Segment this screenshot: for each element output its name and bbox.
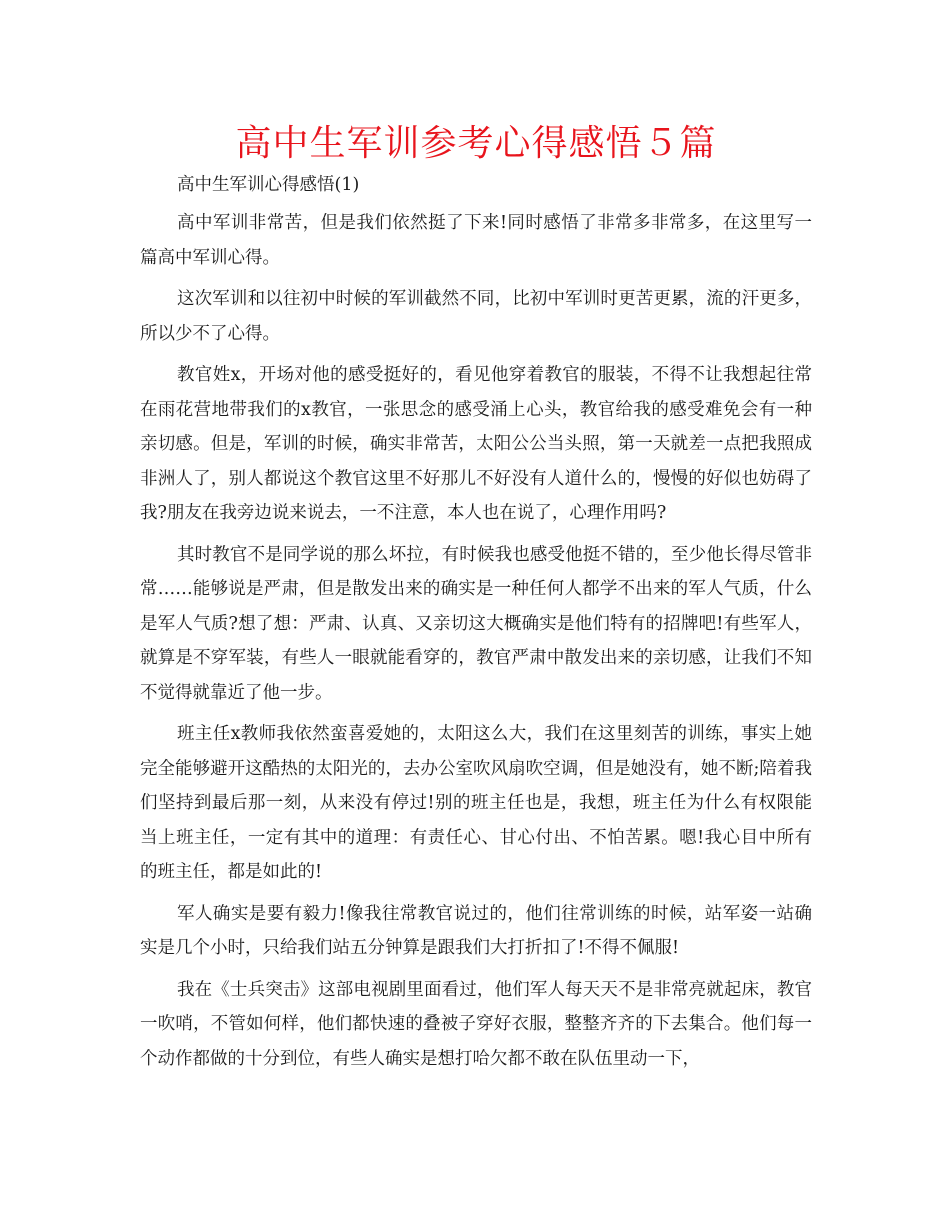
paragraph: 我在《士兵突击》这部电视剧里面看过，他们军人每天天不是非常亮就起床，教官一吹哨，不管如何样，他们都快速的叠被子穿好衣服，整整齐齐的下去集合。他们每一个动作都做的十分到位，有些人确实是想打哈欠都不敢在队伍里动一下，: [140, 979, 812, 1069]
paragraph: 其时教官不是同学说的那么坏拉，有时候我也感受他挺不错的，至少他长得尽管非常……能够说是严肃，但是散发出来的确实是一种任何人都学不出来的军人气质，什么是军人气质?想了想：严肃、认真、又亲切这大概确实是他们特有的招牌吧!有些军人，就算是不穿军装，有些人一眼就能看穿的，教官严肃中散发出来的亲切感，让我们不知不觉得就靠近了他一步。: [140, 544, 812, 703]
document-title: 高中生军训参考心得感悟５篇: [235, 123, 717, 164]
paragraph: 军人确实是要有毅力!像我往常教官说过的，他们往常训练的时候，站军姿一站确实是几个小时，只给我们站五分钟算是跟我们大打折扣了!不得不佩服!: [140, 903, 812, 958]
paragraph: 这次军训和以往初中时候的军训截然不同，比初中军训时更苦更累，流的汗更多，所以少不了心得。: [140, 289, 812, 344]
paragraph: 教官姓x，开场对他的感受挺好的，看见他穿着教官的服装，不得不让我想起往常在雨花营地带我们的x教官，一张思念的感受涌上心头，教官给我的感受难免会有一种亲切感。但是，军训的时候，确实非常苦，太阳公公当头照，第一天就差一点把我照成非洲人了，别人都说这个教官这里不好那儿不好没有人道什么的，慢慢的好似也妨碍了我?朋友在我旁边说来说去，一不注意，本人也在说了，心理作用吗?: [140, 365, 812, 523]
section-subtitle: 高中生军训心得感悟(1): [177, 175, 360, 195]
paragraph: 班主任x教师我依然蛮喜爱她的，太阳这么大，我们在这里刻苦的训练，事实上她完全能够避开这酷热的太阳光的，去办公室吹风扇吹空调，但是她没有，她不断;陪着我们坚持到最后那一刻，从来没有停过!别的班主任也是，我想，班主任为什么有权限能当上班主任，一定有其中的道理：有责任心、甘心付出、不怕苦累。嗯!我心目中所有的班主任，都是如此的!: [140, 724, 812, 882]
document-page: [140, 118, 812, 1083]
paragraph: 高中军训非常苦，但是我们依然挺了下来!同时感悟了非常多非常多，在这里写一篇高中军训心得。: [140, 213, 812, 268]
